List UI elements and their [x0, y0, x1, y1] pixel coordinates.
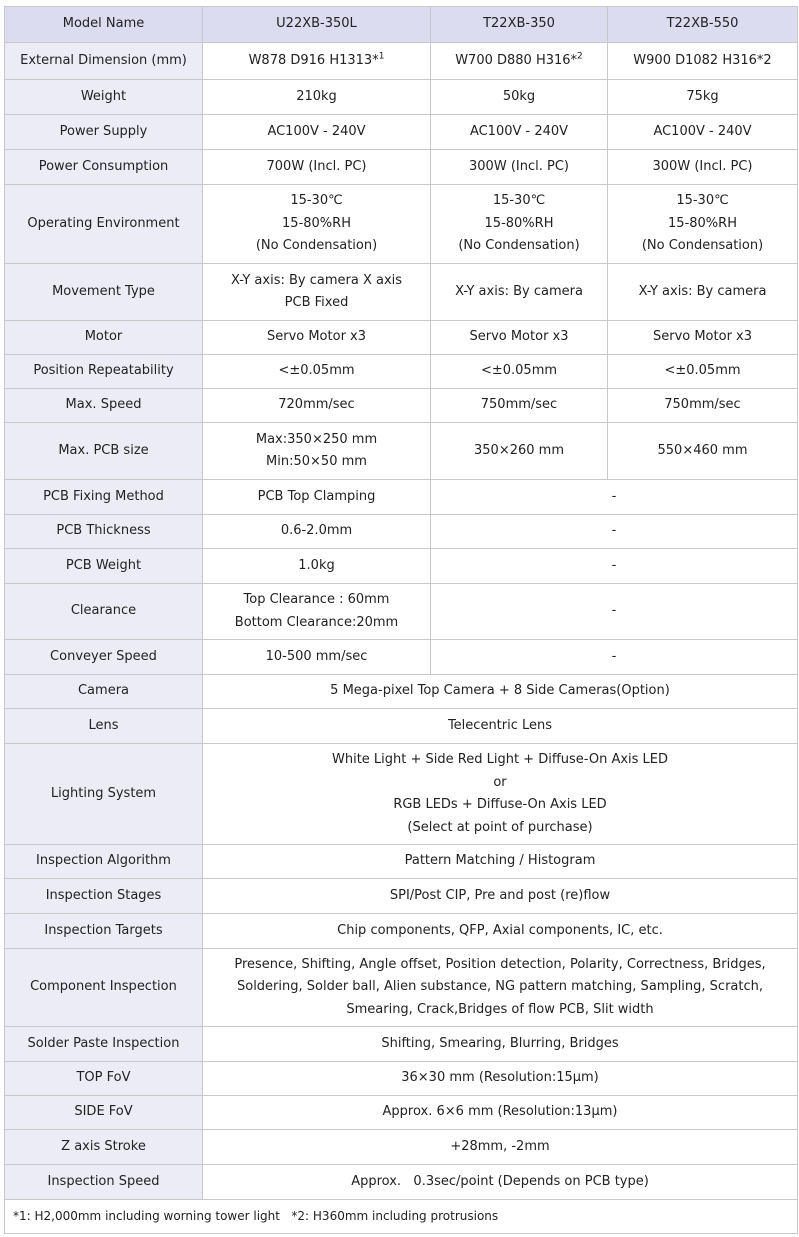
lighting-option-2: RGB LEDs + Diffuse-On Axis LED	[393, 797, 607, 812]
value-clearance-other: -	[431, 584, 798, 640]
value-pcb-weight-u22: 1.0kg	[203, 549, 431, 584]
row-power-supply	[5, 115, 798, 150]
label-clearance: Clearance	[5, 584, 203, 640]
value-max-pcb-size-t350: 350×260 mm	[431, 423, 608, 480]
value-motor-t550: Servo Motor x3	[608, 321, 798, 355]
value-operating-environment-u22	[203, 185, 431, 264]
value-pcb-thickness-other: -	[431, 515, 798, 549]
row-solder-paste-inspection	[5, 1027, 798, 1062]
row-inspection-speed	[5, 1165, 798, 1200]
label-solder-paste-inspection: Solder Paste Inspection	[5, 1027, 203, 1062]
row-side-fov	[5, 1096, 798, 1130]
label-conveyer-speed: Conveyer Speed	[5, 640, 203, 675]
pcb-size-max: Max:350×250 mm	[255, 431, 378, 447]
row-weight	[5, 80, 798, 115]
header-t22xb-350: T22XB-350	[431, 7, 608, 43]
value-weight-t350: 50kg	[431, 80, 608, 115]
value-pcb-thickness-u22: 0.6-2.0mm	[203, 515, 431, 549]
value-motor-t350: Servo Motor x3	[431, 321, 608, 355]
label-movement-type: Movement Type	[5, 264, 203, 321]
temperature-range: 15-30℃	[290, 193, 343, 209]
value-position-repeatability-u22: <±0.05mm	[203, 355, 431, 389]
row-component-inspection	[5, 949, 798, 1027]
lighting-option-1: White Light + Side Red Light + Diffuse-On Axis LED	[331, 752, 669, 767]
value-power-supply-u22: AC100V - 240V	[203, 115, 431, 150]
row-pcb-fixing-method	[5, 480, 798, 515]
value-camera: 5 Mega-pixel Top Camera + 8 Side Cameras(Option)	[203, 675, 798, 709]
label-pcb-thickness: PCB Thickness	[5, 515, 203, 549]
value-weight-u22: 210kg	[203, 80, 431, 115]
humidity-range: 15-80%RH	[282, 215, 351, 231]
label-inspection-speed: Inspection Speed	[5, 1165, 203, 1200]
value-pcb-fixing-method-other: -	[431, 480, 798, 515]
label-max-pcb-size: Max. PCB size	[5, 423, 203, 480]
value-inspection-stages: SPI/Post CIP, Pre and post (re)flow	[203, 879, 798, 914]
row-pcb-thickness	[5, 515, 798, 549]
value-pcb-fixing-method-u22: PCB Top Clamping	[203, 480, 431, 515]
label-z-axis-stroke: Z axis Stroke	[5, 1130, 203, 1165]
lighting-or: or	[493, 774, 507, 790]
row-clearance	[5, 584, 798, 640]
temperature-range: 15-30℃	[492, 193, 546, 209]
value-side-fov: Approx. 6×6 mm (Resolution:13μm)	[203, 1096, 798, 1130]
value-solder-paste-inspection: Shifting, Smearing, Blurring, Bridges	[203, 1027, 798, 1062]
value-operating-environment-t350	[431, 185, 608, 264]
row-inspection-targets	[5, 914, 798, 949]
value-operating-environment-t550	[608, 185, 798, 264]
row-camera	[5, 675, 798, 709]
humidity-range: 15-80%RH	[668, 215, 737, 231]
header-t22xb-550: T22XB-550	[608, 7, 798, 43]
row-max-speed	[5, 389, 798, 423]
label-inspection-algorithm: Inspection Algorithm	[5, 845, 203, 879]
label-power-consumption: Power Consumption	[5, 150, 203, 185]
footnote-ref-2: 2	[577, 51, 583, 62]
value-power-supply-t550: AC100V - 240V	[608, 115, 798, 150]
value-max-pcb-size-t550: 550×460 mm	[608, 423, 798, 480]
bottom-clearance: Bottom Clearance:20mm	[234, 614, 399, 630]
value-component-inspection	[203, 949, 798, 1027]
footnote: *1: H2,000mm including worning tower light *2: H360mm including protrusions	[5, 1200, 798, 1234]
value-max-pcb-size-u22	[203, 423, 431, 480]
row-inspection-algorithm	[5, 845, 798, 879]
value-movement-type-u22	[203, 264, 431, 321]
row-inspection-stages	[5, 879, 798, 914]
condensation-note: (No Condensation)	[458, 238, 580, 254]
label-top-fov: TOP FoV	[5, 1062, 203, 1096]
value-conveyer-speed-other: -	[431, 640, 798, 675]
lighting-note: (Select at point of purchase)	[407, 819, 593, 835]
value-inspection-targets: Chip components, QFP, Axial components, IC, etc.	[203, 914, 798, 949]
label-max-speed: Max. Speed	[5, 389, 203, 423]
footnote-ref-1: 1	[378, 51, 385, 62]
row-z-axis-stroke	[5, 1130, 798, 1165]
footnote-row	[5, 1200, 798, 1234]
row-motor	[5, 321, 798, 355]
row-top-fov	[5, 1062, 798, 1096]
row-external-dimension	[5, 43, 798, 80]
value-inspection-speed: Approx. 0.3sec/point (Depends on PCB type)	[203, 1165, 798, 1200]
row-power-consumption	[5, 150, 798, 185]
movement-line: X-Y axis: By camera X axis	[230, 272, 403, 288]
label-power-supply: Power Supply	[5, 115, 203, 150]
value-lighting-system	[203, 744, 798, 845]
row-conveyer-speed	[5, 640, 798, 675]
component-inspection-line: Smearing, Crack,Bridges of flow PCB, Slit width	[346, 1001, 654, 1017]
value-top-fov: 36×30 mm (Resolution:15μm)	[203, 1062, 798, 1096]
row-movement-type	[5, 264, 798, 321]
label-operating-environment: Operating Environment	[5, 185, 203, 264]
value-movement-type-t350: X-Y axis: By camera	[431, 264, 608, 321]
condensation-note: (No Condensation)	[641, 238, 764, 254]
header-model-name: Model Name	[5, 7, 203, 43]
value-position-repeatability-t350: <±0.05mm	[431, 355, 608, 389]
row-max-pcb-size	[5, 423, 798, 480]
header-u22xb-350l: U22XB-350L	[203, 7, 431, 43]
movement-line: PCB Fixed	[284, 295, 349, 310]
component-inspection-line: Soldering, Solder ball, Alien substance, NG pattern matching, Sampling, Scratch,	[236, 979, 764, 995]
label-lens: Lens	[5, 709, 203, 744]
label-weight: Weight	[5, 80, 203, 115]
spec-table	[4, 6, 798, 1234]
value-motor-u22: Servo Motor x3	[203, 321, 431, 355]
value-movement-type-t550: X-Y axis: By camera	[608, 264, 798, 321]
header-row	[5, 7, 798, 43]
value-max-speed-t350: 750mm/sec	[431, 389, 608, 423]
value-inspection-algorithm: Pattern Matching / Histogram	[203, 845, 798, 879]
humidity-range: 15-80%RH	[484, 215, 554, 231]
value-conveyer-speed-u22: 10-500 mm/sec	[203, 640, 431, 675]
label-side-fov: SIDE FoV	[5, 1096, 203, 1130]
value-max-speed-u22: 720mm/sec	[203, 389, 431, 423]
value-max-speed-t550: 750mm/sec	[608, 389, 798, 423]
value-lens: Telecentric Lens	[203, 709, 798, 744]
value-weight-t550: 75kg	[608, 80, 798, 115]
dimension-text: W878 D916 H1313*	[248, 52, 379, 68]
value-power-consumption-t350: 300W (Incl. PC)	[431, 150, 608, 185]
row-lighting-system	[5, 744, 798, 845]
dimension-text: W700 D880 H316*	[455, 52, 578, 68]
value-external-dimension-u22	[203, 43, 431, 80]
value-pcb-weight-other: -	[431, 549, 798, 584]
label-component-inspection: Component Inspection	[5, 949, 203, 1027]
value-external-dimension-t550: W900 D1082 H316*2	[608, 43, 798, 80]
label-inspection-stages: Inspection Stages	[5, 879, 203, 914]
label-motor: Motor	[5, 321, 203, 355]
label-lighting-system: Lighting System	[5, 744, 203, 845]
row-pcb-weight	[5, 549, 798, 584]
label-position-repeatability: Position Repeatability	[5, 355, 203, 389]
condensation-note: (No Condensation)	[255, 238, 378, 254]
pcb-size-min: Min:50×50 mm	[266, 454, 367, 469]
row-lens	[5, 709, 798, 744]
value-z-axis-stroke: +28mm, -2mm	[203, 1130, 798, 1165]
value-power-consumption-t550: 300W (Incl. PC)	[608, 150, 798, 185]
row-position-repeatability	[5, 355, 798, 389]
label-pcb-fixing-method: PCB Fixing Method	[5, 480, 203, 515]
label-inspection-targets: Inspection Targets	[5, 914, 203, 949]
label-camera: Camera	[5, 675, 203, 709]
top-clearance: Top Clearance : 60mm	[243, 592, 390, 607]
value-power-consumption-u22: 700W (Incl. PC)	[203, 150, 431, 185]
row-operating-environment	[5, 185, 798, 264]
label-pcb-weight: PCB Weight	[5, 549, 203, 584]
value-external-dimension-t350	[431, 43, 608, 80]
temperature-range: 15-30℃	[676, 193, 729, 209]
component-inspection-line: Presence, Shifting, Angle offset, Position detection, Polarity, Correctness, Bridges,	[234, 956, 766, 972]
label-external-dimension: External Dimension (mm)	[5, 43, 203, 80]
value-position-repeatability-t550: <±0.05mm	[608, 355, 798, 389]
value-power-supply-t350: AC100V - 240V	[431, 115, 608, 150]
value-clearance-u22	[203, 584, 431, 640]
